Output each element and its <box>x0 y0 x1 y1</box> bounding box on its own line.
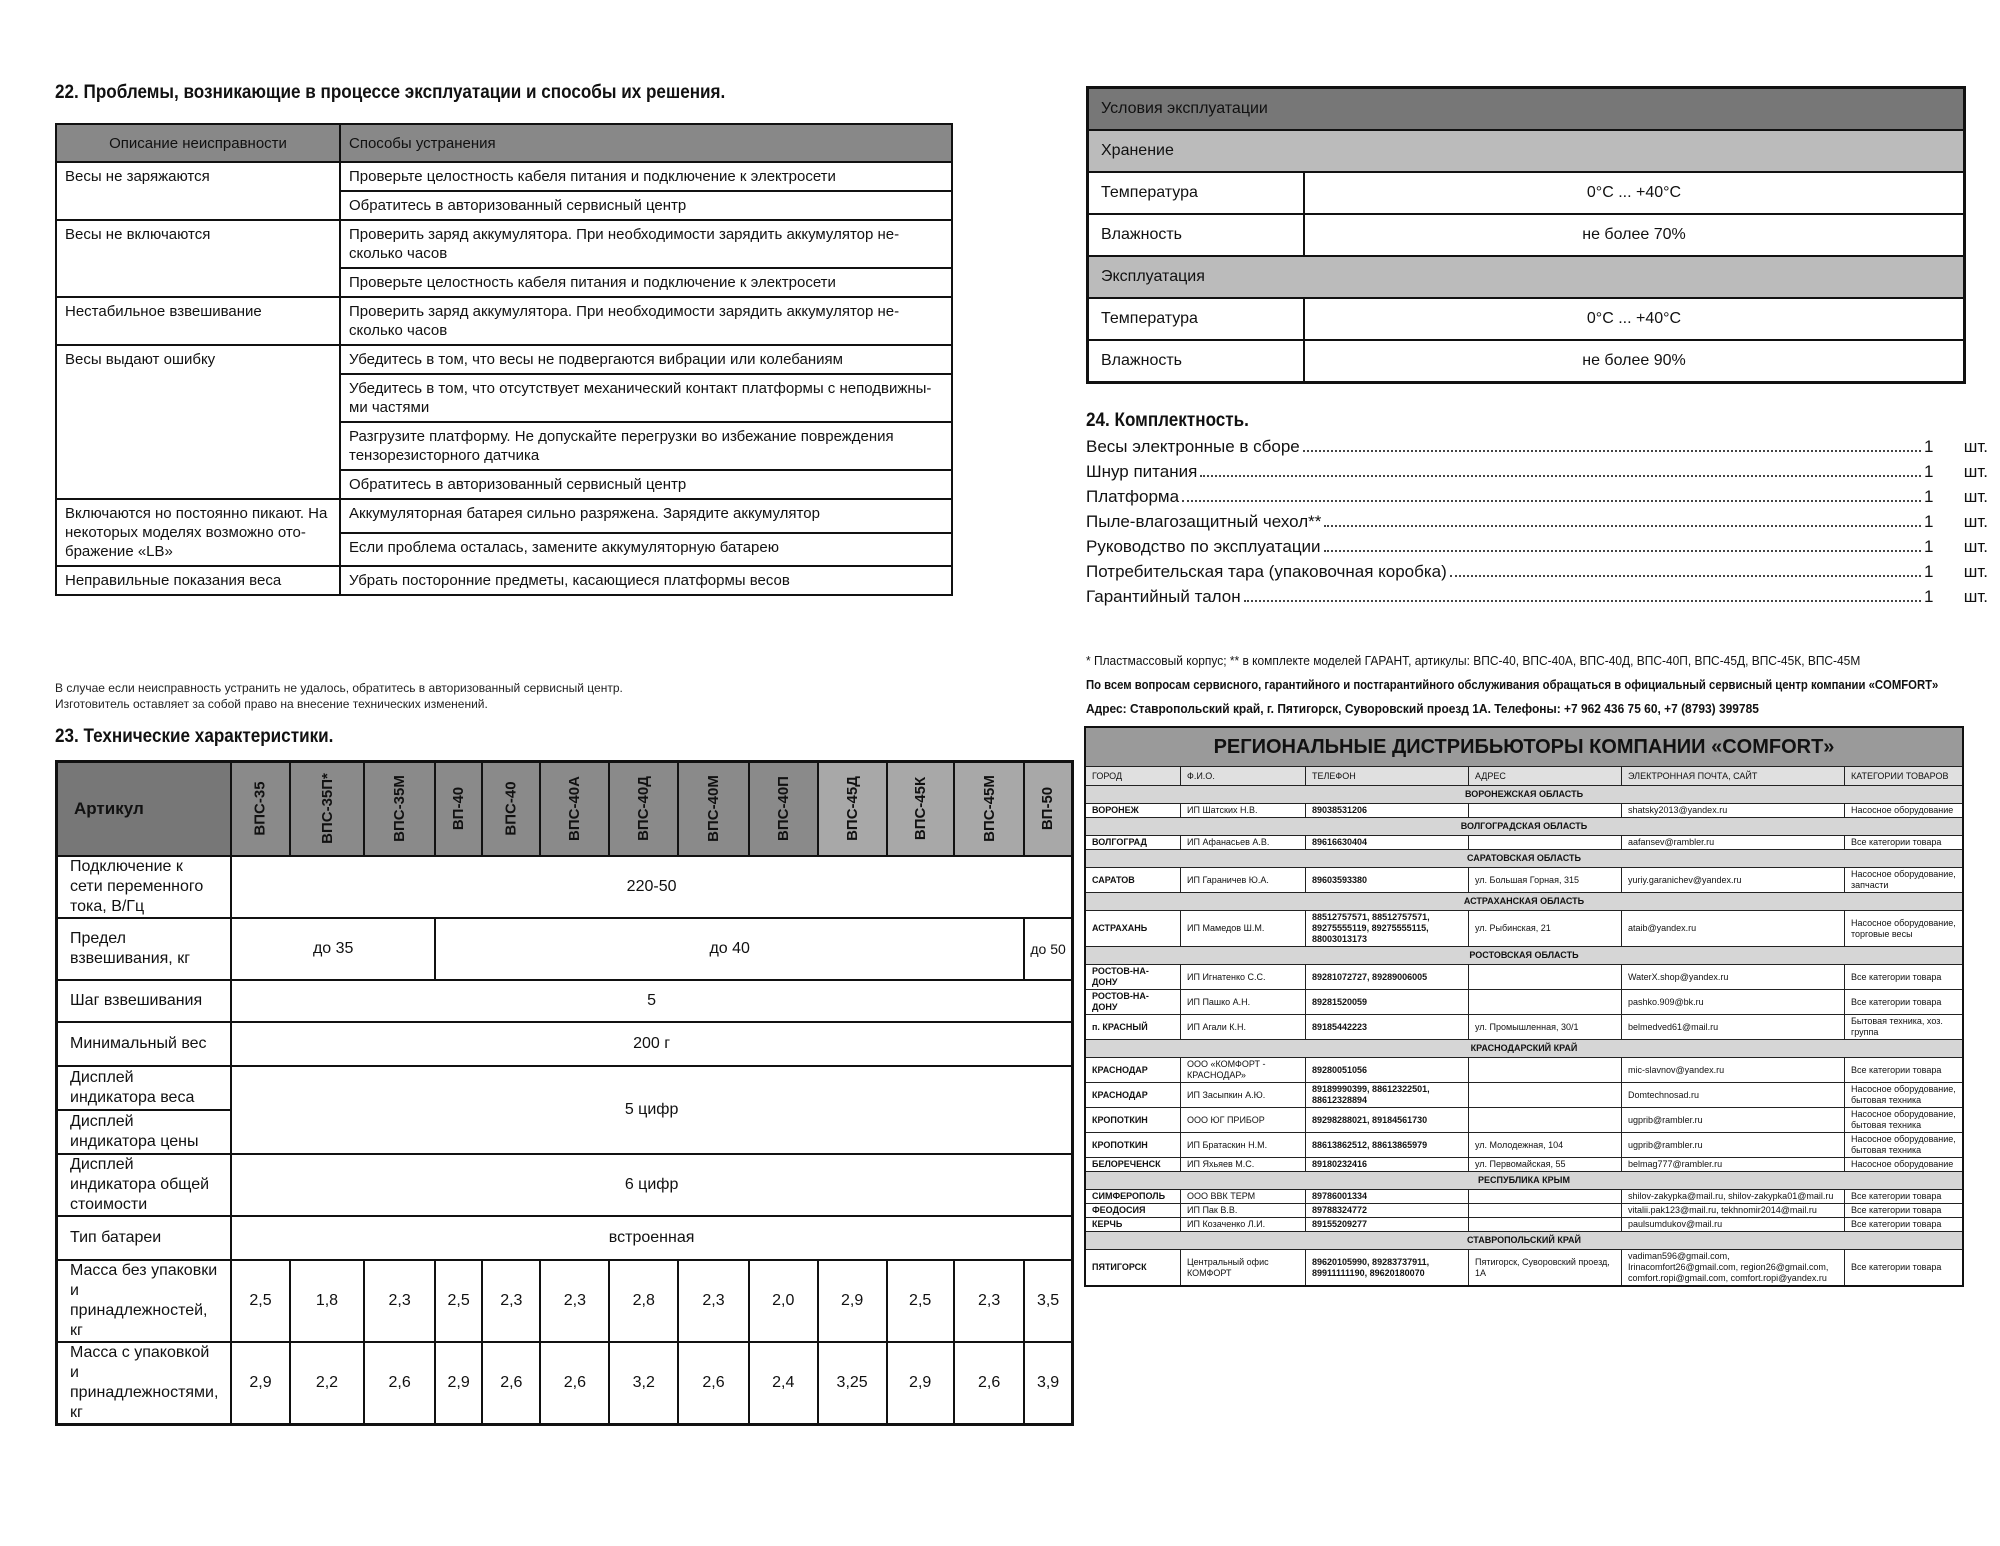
model-label: ВПС-40 <box>502 781 520 836</box>
contents-item <box>1086 586 1988 611</box>
table-row <box>56 220 952 268</box>
mass-cell: 2,6 <box>678 1342 749 1425</box>
category-cell: Насосное оборудование <box>1845 804 1964 818</box>
model-header <box>364 762 435 857</box>
battery-label: Тип батареи <box>57 1216 232 1260</box>
email-cell: mic-slavnov@yandex.ru <box>1622 1058 1845 1083</box>
leader-dots <box>1182 486 1921 502</box>
leader-dots <box>1324 511 1921 527</box>
service-note: По всем вопросам сервисного, гарантийного и постгарантийного обслуживания обращаться в официальный сервисный центр компании «COMFORT» <box>1086 677 1939 692</box>
mass-cell: 2,8 <box>609 1260 678 1342</box>
mass-cell: 3,5 <box>1024 1260 1072 1342</box>
region-name: АСТРАХАНСКАЯ ОБЛАСТЬ <box>1085 893 1963 911</box>
phone-cell: 89180232416 <box>1306 1158 1469 1172</box>
mass-cell: 2,3 <box>540 1260 609 1342</box>
email-cell: ugprib@rambler.ru <box>1622 1108 1845 1133</box>
distributor-row <box>1085 990 1963 1015</box>
item-unit: шт. <box>1963 437 1988 456</box>
model-label: ВПС-45М <box>980 775 998 842</box>
name-cell: ИП Афанасьев А.В. <box>1181 836 1306 850</box>
email-cell: ataib@yandex.ru <box>1622 911 1845 947</box>
fix-cell: Если проблема осталась, замените аккумуляторную батарею <box>340 533 952 567</box>
mass-cell: 2,9 <box>231 1342 289 1425</box>
model-label: ВПС-40М <box>704 775 722 842</box>
item-unit: шт. <box>1963 537 1988 556</box>
name-cell: ИП Шатских Н.В. <box>1181 804 1306 818</box>
distributor-row <box>1085 1108 1963 1133</box>
mass-net-label: Масса без упаковки и принадлежностей, кг <box>57 1260 232 1342</box>
column-header: Ф.И.О. <box>1181 767 1306 786</box>
phone-cell: 89788324772 <box>1306 1204 1469 1218</box>
storage-heading: Хранение <box>1088 130 1965 172</box>
address-cell: ул. Большая Горная, 315 <box>1469 868 1622 893</box>
city-cell: САРАТОВ <box>1085 868 1181 893</box>
region-name: РЕСПУБЛИКА КРЫМ <box>1085 1172 1963 1190</box>
distributor-row <box>1085 965 1963 990</box>
email-cell: aafansev@rambler.ru <box>1622 836 1845 850</box>
distributor-row <box>1085 1015 1963 1040</box>
phone-cell: 89038531206 <box>1306 804 1469 818</box>
problems-table <box>55 123 953 596</box>
phone-cell: 89189990399, 88612322501, 88612328894 <box>1306 1083 1469 1108</box>
contents-item <box>1086 486 1988 511</box>
model-header <box>818 762 887 857</box>
category-cell: Все категории товара <box>1845 1250 1964 1287</box>
phone-cell: 89280051056 <box>1306 1058 1469 1083</box>
model-label: ВПС-40П <box>774 776 792 841</box>
mass-cell: 2,3 <box>482 1260 540 1342</box>
table-row <box>56 297 952 345</box>
region-name: СТАВРОПОЛЬСКИЙ КРАЙ <box>1085 1232 1963 1250</box>
column-header: ГОРОД <box>1085 767 1181 786</box>
region-row <box>1085 1172 1963 1190</box>
address-cell: ул. Промышленная, 30/1 <box>1469 1015 1622 1040</box>
model-label: ВПС-40А <box>566 776 584 841</box>
col-fix-header: Способы устранения <box>340 124 952 162</box>
table-row <box>56 566 952 595</box>
column-header: АДРЕС <box>1469 767 1622 786</box>
email-cell: vadiman596@gmail.com, Irinacomfort26@gmail.com, region26@gmail.com, comfort.ropi@gmail.com, comfort.ropi@yandex.ru <box>1622 1250 1845 1287</box>
mass-cell: 2,6 <box>364 1342 435 1425</box>
address-cell <box>1469 1204 1622 1218</box>
city-cell: РОСТОВ-НА-ДОНУ <box>1085 990 1181 1015</box>
step-label: Шаг взвешивания <box>57 980 232 1022</box>
column-header: КАТЕГОРИИ ТОВАРОВ <box>1845 767 1964 786</box>
distributor-row <box>1085 1190 1963 1204</box>
email-cell: belmedved61@mail.ru <box>1622 1015 1845 1040</box>
fix-cell: Аккумуляторная батарея сильно разряжена. Зарядите аккумулятор <box>340 499 952 533</box>
region-name: ВОЛГОГРАДСКАЯ ОБЛАСТЬ <box>1085 818 1963 836</box>
item-qty: 1 <box>1924 562 1934 581</box>
email-cell: ugprib@rambler.ru <box>1622 1133 1845 1158</box>
leader-dots <box>1324 536 1921 552</box>
model-label: ВПС-40Д <box>635 776 653 841</box>
category-cell: Все категории товара <box>1845 836 1964 850</box>
category-cell: Насосное оборудование, торговые весы <box>1845 911 1964 947</box>
fix-cell: Обратитесь в авторизованный сервисный центр <box>340 191 952 220</box>
mass-cell: 2,9 <box>887 1342 954 1425</box>
storage-hum-value: не более 70% <box>1304 214 1965 256</box>
storage-hum-label: Влажность <box>1088 214 1305 256</box>
fix-cell: Проверьте целостность кабеля питания и подключение к электросети <box>340 162 952 191</box>
fault-cell: Весы не включаются <box>56 220 340 297</box>
mass-cell: 2,5 <box>435 1260 482 1342</box>
region-row <box>1085 1040 1963 1058</box>
category-cell: Все категории товара <box>1845 1204 1964 1218</box>
display-price-label: Дисплей индикатора цены <box>57 1110 232 1154</box>
step-value: 5 <box>231 980 1072 1022</box>
region-row <box>1085 893 1963 911</box>
region-row <box>1085 786 1963 804</box>
item-name: Потребительская тара (упаковочная коробка) <box>1086 562 1447 581</box>
model-header <box>231 762 289 857</box>
model-header <box>678 762 749 857</box>
model-label: ВПС-45Д <box>843 776 861 841</box>
ac-label: Подключение к сети переменного тока, В/Гц <box>57 856 232 918</box>
model-header <box>482 762 540 857</box>
fix-cell: Убедитесь в том, что весы не подвергаются вибрации или колебаниям <box>340 345 952 374</box>
name-cell: ИП Пашко А.Н. <box>1181 990 1306 1015</box>
city-cell: РОСТОВ-НА-ДОНУ <box>1085 965 1181 990</box>
storage-temp-label: Температура <box>1088 172 1305 214</box>
model-header <box>435 762 482 857</box>
op-temp-label: Температура <box>1088 298 1305 340</box>
fix-cell: Разгрузите платформу. Не допускайте перегрузки во избежание повреждения тензорезисторного датчика <box>340 422 952 470</box>
name-cell: ИП Засыпкин А.Ю. <box>1181 1083 1306 1108</box>
name-cell: ИП Яхьяев М.С. <box>1181 1158 1306 1172</box>
service-address: Адрес: Ставропольский край, г. Пятигорск, Суворовский проезд 1А. Телефоны: +7 962 436 75 60, +7 (8793) 399785 <box>1086 701 1759 716</box>
fault-cell: Неправильные показания веса <box>56 566 340 595</box>
model-header <box>609 762 678 857</box>
mass-cell: 2,9 <box>818 1260 887 1342</box>
footnote: * Пластмассовый корпус; ** в комплекте моделей ГАРАНТ, артикулы: ВПС-40, ВПС-40А, ВПС-40Д, ВПС-40П, ВПС-45Д, ВПС-45К, ВПС-45М <box>1086 653 1861 668</box>
operation-heading: Эксплуатация <box>1088 256 1965 298</box>
address-cell: Пятигорск, Суворовский проезд, 1А <box>1469 1250 1622 1287</box>
mass-cell: 2,6 <box>540 1342 609 1425</box>
address-cell <box>1469 1190 1622 1204</box>
item-qty: 1 <box>1924 487 1934 506</box>
mass-cell: 2,6 <box>954 1342 1025 1425</box>
op-temp-value: 0°С ... +40°С <box>1304 298 1965 340</box>
contents-item <box>1086 561 1988 586</box>
mass-cell: 2,3 <box>678 1260 749 1342</box>
item-qty: 1 <box>1924 437 1934 456</box>
category-cell: Насосное оборудование, бытовая техника <box>1845 1133 1964 1158</box>
distributors-table <box>1084 726 1964 1287</box>
mass-cell: 3,2 <box>609 1342 678 1425</box>
item-unit: шт. <box>1963 462 1988 481</box>
city-cell: КРОПОТКИН <box>1085 1108 1181 1133</box>
specs-table <box>55 760 1074 1426</box>
address-cell: ул. Рыбинская, 21 <box>1469 911 1622 947</box>
fault-cell: Нестабильное взвешивание <box>56 297 340 345</box>
email-cell: pashko.909@bk.ru <box>1622 990 1845 1015</box>
city-cell: БЕЛОРЕЧЕНСК <box>1085 1158 1181 1172</box>
section-24-title: 24. Комплектность. <box>1086 410 1249 431</box>
leader-dots <box>1450 561 1921 577</box>
conditions-table <box>1086 86 1966 384</box>
phone-cell: 89620105990, 89283737911, 89911111190, 89620180070 <box>1306 1250 1469 1287</box>
table-row <box>56 499 952 533</box>
phone-cell: 89281520059 <box>1306 990 1469 1015</box>
city-cell: ПЯТИГОРСК <box>1085 1250 1181 1287</box>
item-qty: 1 <box>1924 587 1934 606</box>
fix-cell: Убрать посторонние предметы, касающиеся платформы весов <box>340 566 952 595</box>
category-cell: Насосное оборудование <box>1845 1158 1964 1172</box>
email-cell: WaterX.shop@yandex.ru <box>1622 965 1845 990</box>
distributor-row <box>1085 804 1963 818</box>
item-unit: шт. <box>1963 587 1988 606</box>
item-name: Пыле-влагозащитный чехол** <box>1086 512 1322 531</box>
section-22-title: 22. Проблемы, возникающие в процессе эксплуатации и способы их решения. <box>55 82 726 103</box>
name-cell: ИП Мамедов Ш.М. <box>1181 911 1306 947</box>
distributor-row <box>1085 1158 1963 1172</box>
column-header: ТЕЛЕФОН <box>1306 767 1469 786</box>
mass-cell: 3,9 <box>1024 1342 1072 1425</box>
distributor-row <box>1085 868 1963 893</box>
phone-cell: 89298288021, 89184561730 <box>1306 1108 1469 1133</box>
contents-item <box>1086 511 1988 536</box>
address-cell <box>1469 990 1622 1015</box>
category-cell: Насосное оборудование, запчасти <box>1845 868 1964 893</box>
city-cell: СИМФЕРОПОЛЬ <box>1085 1190 1181 1204</box>
mass-cell: 2,2 <box>290 1342 365 1425</box>
distributor-row <box>1085 1083 1963 1108</box>
email-cell: yuriy.garanichev@yandex.ru <box>1622 868 1845 893</box>
phone-cell: 88613862512, 88613865979 <box>1306 1133 1469 1158</box>
region-row <box>1085 850 1963 868</box>
city-cell: КЕРЧЬ <box>1085 1218 1181 1232</box>
col-fault-header: Описание неисправности <box>56 124 340 162</box>
city-cell: ФЕОДОСИЯ <box>1085 1204 1181 1218</box>
display-weight-label: Дисплей индикатора веса <box>57 1066 232 1110</box>
model-label: ВП-40 <box>450 786 468 831</box>
distributors-title: РЕГИОНАЛЬНЫЕ ДИСТРИБЬЮТОРЫ КОМПАНИИ «COMFORT» <box>1085 727 1963 767</box>
mass-cell: 2,5 <box>887 1260 954 1342</box>
model-header <box>954 762 1025 857</box>
region-row <box>1085 818 1963 836</box>
phone-cell: 89786001334 <box>1306 1190 1469 1204</box>
address-cell <box>1469 804 1622 818</box>
category-cell: Насосное оборудование, бытовая техника <box>1845 1083 1964 1108</box>
category-cell: Все категории товара <box>1845 1190 1964 1204</box>
name-cell: ИП Пак В.В. <box>1181 1204 1306 1218</box>
model-header <box>290 762 365 857</box>
contents-item <box>1086 536 1988 561</box>
region-name: КРАСНОДАРСКИЙ КРАЙ <box>1085 1040 1963 1058</box>
item-qty: 1 <box>1924 462 1934 481</box>
limit-35: до 35 <box>231 918 435 980</box>
item-name: Весы электронные в сборе <box>1086 437 1300 456</box>
region-row <box>1085 1232 1963 1250</box>
mass-cell: 2,0 <box>749 1260 818 1342</box>
fault-cell: Включаются но постоянно пикают. На некоторых моделях возможно ото-бражение «LB» <box>56 499 340 566</box>
model-header <box>749 762 818 857</box>
address-cell: ул. Первомайская, 55 <box>1469 1158 1622 1172</box>
display-total-label: Дисплей индикатора общей стоимости <box>57 1154 232 1216</box>
item-qty: 1 <box>1924 537 1934 556</box>
distributor-row <box>1085 1058 1963 1083</box>
category-cell: Насосное оборудование, бытовая техника <box>1845 1108 1964 1133</box>
columns-row <box>1085 767 1963 786</box>
region-row <box>1085 947 1963 965</box>
mass-cell: 2,5 <box>231 1260 289 1342</box>
leader-dots <box>1244 586 1921 602</box>
model-label: ВПС-35 <box>252 781 270 836</box>
category-cell: Все категории товара <box>1845 990 1964 1015</box>
item-unit: шт. <box>1963 562 1988 581</box>
phone-cell: 89616630404 <box>1306 836 1469 850</box>
table-row <box>56 162 952 191</box>
display-value: 5 цифр <box>231 1066 1072 1154</box>
min-weight-value: 200 г <box>231 1022 1072 1066</box>
note-manufacturer: Изготовитель оставляет за собой право на внесение технических изменений. <box>55 697 488 711</box>
email-cell: shatsky2013@yandex.ru <box>1622 804 1845 818</box>
limit-40: до 40 <box>435 918 1024 980</box>
distributor-row <box>1085 1204 1963 1218</box>
region-name: САРАТОВСКАЯ ОБЛАСТЬ <box>1085 850 1963 868</box>
category-cell: Бытовая техника, хоз. группа <box>1845 1015 1964 1040</box>
name-cell: ИП Игнатенко С.С. <box>1181 965 1306 990</box>
item-name: Платформа <box>1086 487 1180 506</box>
region-name: ВОРОНЕЖСКАЯ ОБЛАСТЬ <box>1085 786 1963 804</box>
model-label: ВП-50 <box>1039 786 1057 831</box>
limit-label: Предел взвешивания, кг <box>57 918 232 980</box>
mass-gross-label: Масса с упаковкой и принадлежностями, кг <box>57 1342 232 1425</box>
name-cell: ИП Агали К.Н. <box>1181 1015 1306 1040</box>
leader-dots <box>1200 461 1921 477</box>
address-cell <box>1469 1058 1622 1083</box>
article-header: Артикул <box>57 762 232 857</box>
op-hum-label: Влажность <box>1088 340 1305 383</box>
model-label: ВПС-45К <box>911 776 929 841</box>
city-cell: ВОРОНЕЖ <box>1085 804 1181 818</box>
distributor-row <box>1085 911 1963 947</box>
contents-item <box>1086 461 1988 486</box>
item-name: Гарантийный талон <box>1086 587 1241 606</box>
name-cell: Центральный офис КОМФОРТ <box>1181 1250 1306 1287</box>
fix-cell: Обратитесь в авторизованный сервисный центр <box>340 470 952 499</box>
storage-temp-value: 0°С ... +40°С <box>1304 172 1965 214</box>
table-row <box>56 345 952 374</box>
model-header <box>540 762 609 857</box>
address-cell: ул. Молодежная, 104 <box>1469 1133 1622 1158</box>
email-cell: vitalii.pak123@mail.ru, tekhnomir2014@mail.ru <box>1622 1204 1845 1218</box>
fix-cell: Проверить заряд аккумулятора. При необходимости зарядить аккумулятор не-сколько часов <box>340 220 952 268</box>
item-name: Шнур питания <box>1086 462 1198 481</box>
address-cell <box>1469 1108 1622 1133</box>
section-23-title: 23. Технические характеристики. <box>55 726 334 747</box>
fix-cell: Убедитесь в том, что отсутствует механический контакт платформы с неподвижны-ми частями <box>340 374 952 422</box>
category-cell: Все категории товара <box>1845 1218 1964 1232</box>
mass-cell: 1,8 <box>290 1260 365 1342</box>
distributor-row <box>1085 1218 1963 1232</box>
model-header <box>887 762 954 857</box>
city-cell: п. КРАСНЫЙ <box>1085 1015 1181 1040</box>
mass-cell: 2,6 <box>482 1342 540 1425</box>
note-service: В случае если неисправность устранить не удалось, обратитесь в авторизованный сервисный центр. <box>55 681 623 695</box>
address-cell <box>1469 836 1622 850</box>
address-cell <box>1469 965 1622 990</box>
address-cell <box>1469 1083 1622 1108</box>
mass-cell: 2,3 <box>364 1260 435 1342</box>
city-cell: КРОПОТКИН <box>1085 1133 1181 1158</box>
city-cell: ВОЛГОГРАД <box>1085 836 1181 850</box>
email-cell: shilov-zakypka@mail.ru, shilov-zakypka01@mail.ru <box>1622 1190 1845 1204</box>
fix-cell: Проверить заряд аккумулятора. При необходимости зарядить аккумулятор не-сколько часов <box>340 297 952 345</box>
category-cell: Все категории товара <box>1845 965 1964 990</box>
battery-value: встроенная <box>231 1216 1072 1260</box>
ac-value: 220-50 <box>231 856 1072 918</box>
mass-cell: 2,4 <box>749 1342 818 1425</box>
category-cell: Все категории товара <box>1845 1058 1964 1083</box>
conditions-header: Условия эксплуатации <box>1088 88 1965 131</box>
model-label: ВПС-35П* <box>318 773 336 844</box>
phone-cell: 88512757571, 88512757571, 89275555119, 89275555115, 88003013173 <box>1306 911 1469 947</box>
email-cell: belmag777@rambler.ru <box>1622 1158 1845 1172</box>
contents-list <box>1086 436 1988 611</box>
city-cell: КРАСНОДАР <box>1085 1083 1181 1108</box>
fix-cell: Проверьте целостность кабеля питания и подключение к электросети <box>340 268 952 297</box>
mass-cell: 2,3 <box>954 1260 1025 1342</box>
fault-cell: Весы выдают ошибку <box>56 345 340 499</box>
leader-dots <box>1303 436 1921 452</box>
phone-cell: 89281072727, 89289006005 <box>1306 965 1469 990</box>
contents-item <box>1086 436 1988 461</box>
name-cell: ООО ЮГ ПРИБОР <box>1181 1108 1306 1133</box>
address-cell <box>1469 1218 1622 1232</box>
name-cell: ООО «КОМФОРТ - КРАСНОДАР» <box>1181 1058 1306 1083</box>
column-header: ЭЛЕКТРОННАЯ ПОЧТА, САЙТ <box>1622 767 1845 786</box>
item-name: Руководство по эксплуатации <box>1086 537 1321 556</box>
fault-cell: Весы не заряжаются <box>56 162 340 220</box>
min-weight-label: Минимальный вес <box>57 1022 232 1066</box>
name-cell: ООО ВВК ТЕРМ <box>1181 1190 1306 1204</box>
item-qty: 1 <box>1924 512 1934 531</box>
phone-cell: 89603593380 <box>1306 868 1469 893</box>
limit-50: до 50 <box>1024 918 1072 980</box>
city-cell: КРАСНОДАР <box>1085 1058 1181 1083</box>
op-hum-value: не более 90% <box>1304 340 1965 383</box>
mass-cell: 3,25 <box>818 1342 887 1425</box>
model-header <box>1024 762 1072 857</box>
email-cell: paulsumdukov@mail.ru <box>1622 1218 1845 1232</box>
city-cell: АСТРАХАНЬ <box>1085 911 1181 947</box>
phone-cell: 89155209277 <box>1306 1218 1469 1232</box>
phone-cell: 89185442223 <box>1306 1015 1469 1040</box>
name-cell: ИП Братаскин Н.М. <box>1181 1133 1306 1158</box>
display-total-value: 6 цифр <box>231 1154 1072 1216</box>
name-cell: ИП Гараничев Ю.А. <box>1181 868 1306 893</box>
distributor-row <box>1085 836 1963 850</box>
distributor-row <box>1085 1133 1963 1158</box>
region-name: РОСТОВСКАЯ ОБЛАСТЬ <box>1085 947 1963 965</box>
item-unit: шт. <box>1963 512 1988 531</box>
name-cell: ИП Козаченко Л.И. <box>1181 1218 1306 1232</box>
model-label: ВПС-35М <box>391 775 409 842</box>
distributor-row <box>1085 1250 1963 1287</box>
item-unit: шт. <box>1963 487 1988 506</box>
mass-cell: 2,9 <box>435 1342 482 1425</box>
email-cell: Domtechnosad.ru <box>1622 1083 1845 1108</box>
